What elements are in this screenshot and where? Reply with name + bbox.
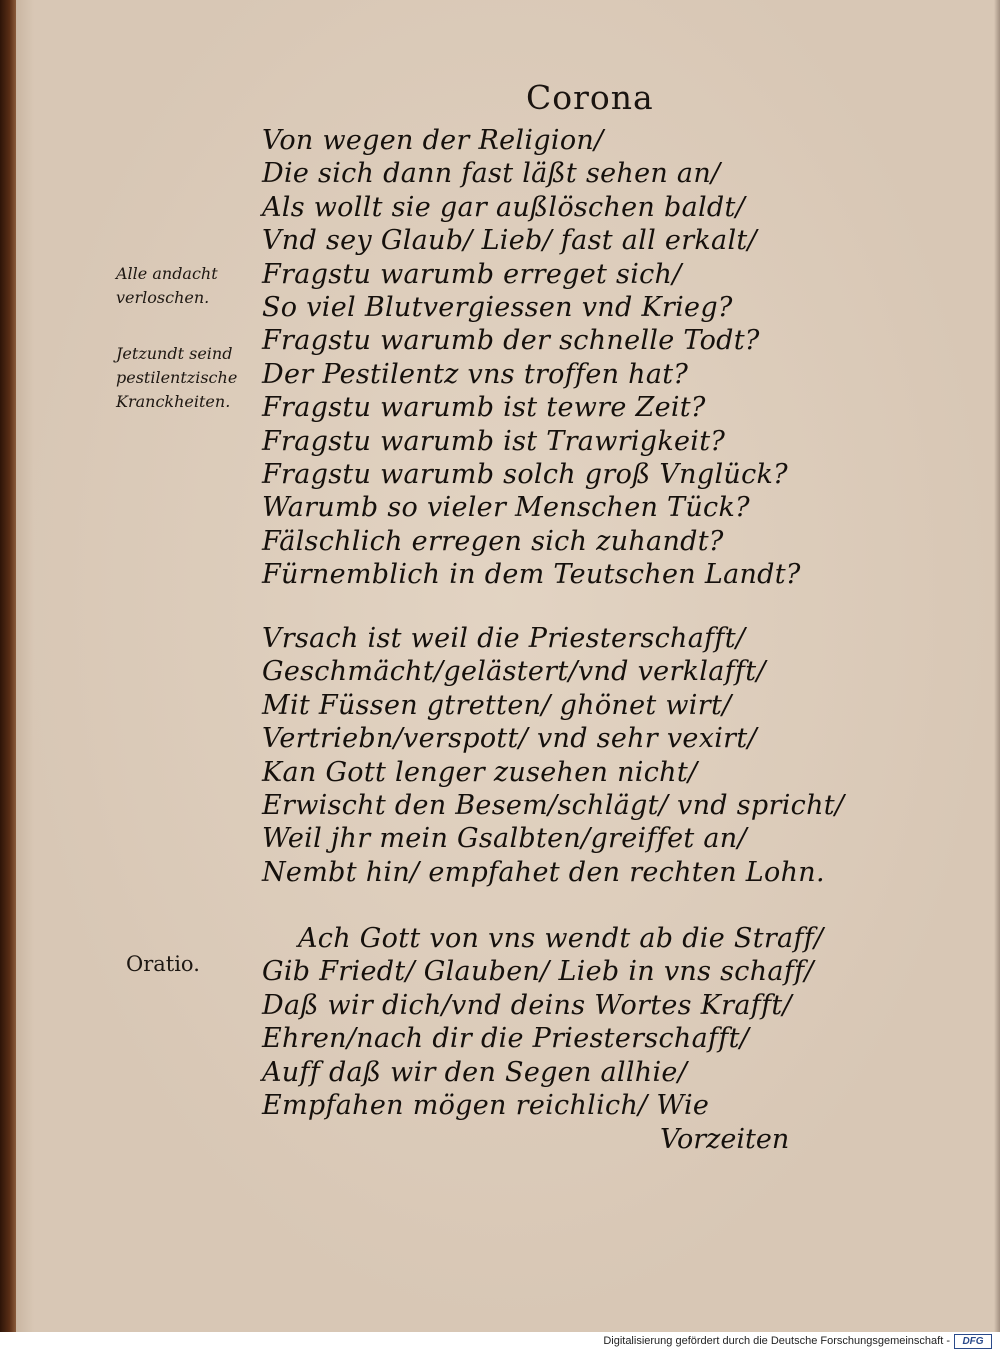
verse-line: Die sich dann fast läßt sehen an/ — [262, 158, 721, 190]
dfg-logo[interactable]: DFG — [954, 1334, 992, 1349]
verse-block-2 — [262, 622, 844, 889]
verse-line: Kan Gott lenger zusehen nicht/ — [262, 756, 698, 788]
verse-line: Als wollt sie gar außlöschen baldt/ — [262, 191, 746, 223]
margin-note-2 — [116, 342, 237, 414]
margin-note-1 — [116, 262, 218, 310]
verse-line: Vnd sey Glaub/ Lieb/ fast all erkalt/ — [262, 225, 757, 257]
verse-line: Ehren/nach dir die Priesterschafft/ — [262, 1023, 750, 1055]
catchword: Vorzeiten — [660, 1124, 790, 1155]
verse-line: Vrsach ist weil die Priesterschafft/ — [262, 623, 746, 654]
verse-line: Ach Gott von vns wendt ab die Straff/ — [298, 923, 824, 954]
footer-bar — [0, 1332, 1000, 1352]
margin-note-line: pestilentzische — [116, 368, 238, 387]
funding-credit: Digitalisierung gefördert durch die Deutsche Forschungsgemeinschaft - — [603, 1335, 950, 1347]
verse-line: Fragstu warumb ist Trawrigkeit? — [262, 425, 726, 457]
margin-note-line: verloschen. — [116, 288, 210, 307]
verse-line: Daß wir dich/vnd deins Wortes Krafft/ — [262, 989, 792, 1021]
verse-line: Vertriebn/verspott/ vnd sehr vexirt/ — [262, 723, 757, 755]
verse-line: Geschmächt/gelästert/vnd verklafft/ — [262, 656, 766, 688]
verse-line: Gib Friedt/ Glauben/ Lieb in vns schaff/ — [262, 956, 814, 988]
verse-line: Empfahen mögen reichlich/ Wie — [262, 1089, 710, 1121]
verse-line: Nembt hin/ empfahet den rechten Lohn. — [262, 856, 825, 888]
verse-line: Weil jhr mein Gsalbten/greiffet an/ — [262, 823, 747, 855]
verse-line: Auff daß wir den Segen allhie/ — [262, 1056, 688, 1088]
verse-line: Fragstu warumb ist tewre Zeit? — [262, 392, 706, 424]
page-edge-shadow — [994, 0, 1000, 1332]
verse-line: Der Pestilentz vns troffen hat? — [262, 358, 689, 390]
verse-line: Fragstu warumb erreget sich/ — [262, 258, 682, 290]
margin-note-line: Alle andacht — [116, 264, 218, 283]
running-head: Corona — [526, 78, 654, 117]
verse-line: Warumb so vieler Menschen Tück? — [262, 492, 750, 524]
verse-line: So viel Blutvergiessen vnd Krieg? — [262, 291, 733, 323]
verse-line: Von wegen der Religion/ — [262, 125, 604, 156]
verse-line: Erwischt den Besem/schlägt/ vnd spricht/ — [262, 789, 845, 821]
margin-note-line: Jetzundt seind — [116, 344, 233, 363]
verse-line: Fälschlich erregen sich zuhandt? — [262, 525, 724, 557]
verse-line: Mit Füssen gtretten/ ghönet wirt/ — [262, 689, 732, 721]
margin-note-line: Kranckheiten. — [116, 392, 231, 411]
verse-line: Fragstu warumb solch groß Vnglück? — [262, 458, 788, 490]
verse-block-1 — [262, 124, 801, 591]
margin-note-oratio: Oratio. — [126, 952, 200, 976]
verse-line: Fragstu warumb der schnelle Todt? — [262, 325, 760, 357]
verse-block-3 — [262, 922, 823, 1122]
book-spine — [0, 0, 16, 1332]
verse-line: Fürnemblich in dem Teutschen Landt? — [262, 559, 801, 591]
